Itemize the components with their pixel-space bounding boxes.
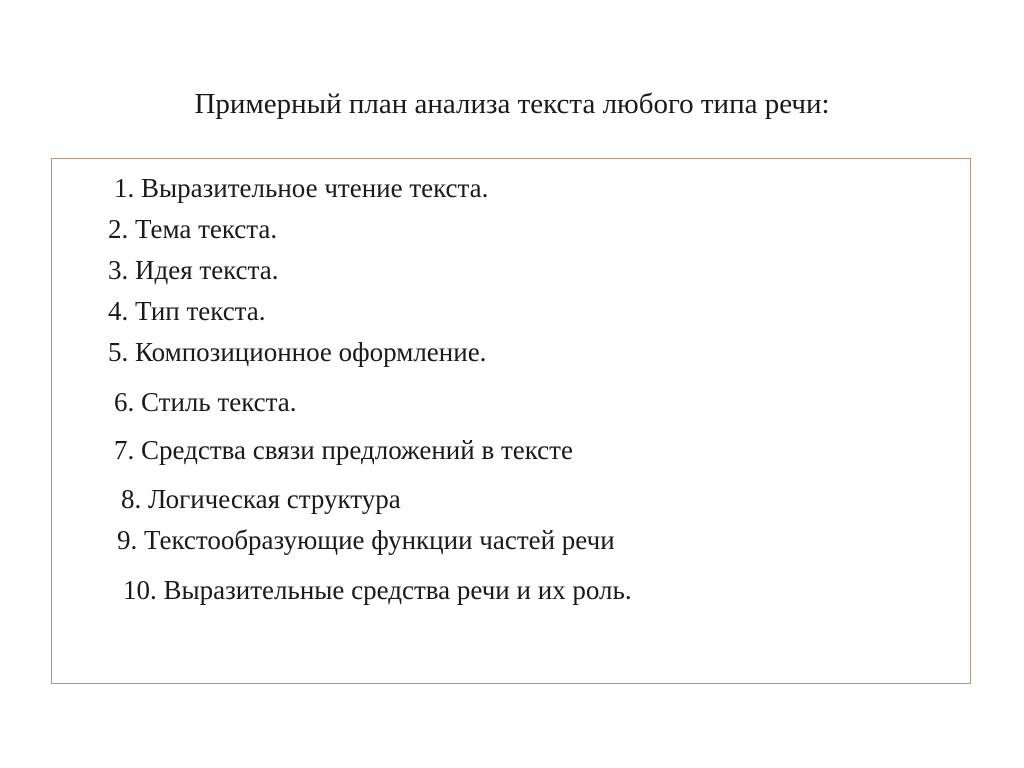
plan-item-2: 2. Тема текста.	[108, 214, 278, 244]
slide-title: Примерный план анализа текста любого типа речи:	[194, 88, 830, 120]
plan-item-1: 1. Выразительное чтение текста.	[114, 173, 489, 203]
plan-item-8: 8. Логическая структура	[121, 484, 401, 514]
plan-item-4: 4. Тип текста.	[108, 296, 266, 326]
plan-item-7: 7. Средства связи предложений в тексте	[114, 435, 573, 465]
plan-item-6: 6. Стиль текста.	[114, 387, 297, 417]
plan-item-3: 3. Идея текста.	[108, 255, 279, 285]
plan-item-5: 5. Композиционное оформление.	[108, 337, 487, 367]
plan-item-10: 10. Выразительные средства речи и их роль.	[123, 575, 632, 605]
plan-item-9: 9. Текстообразующие функции частей речи	[117, 525, 615, 555]
